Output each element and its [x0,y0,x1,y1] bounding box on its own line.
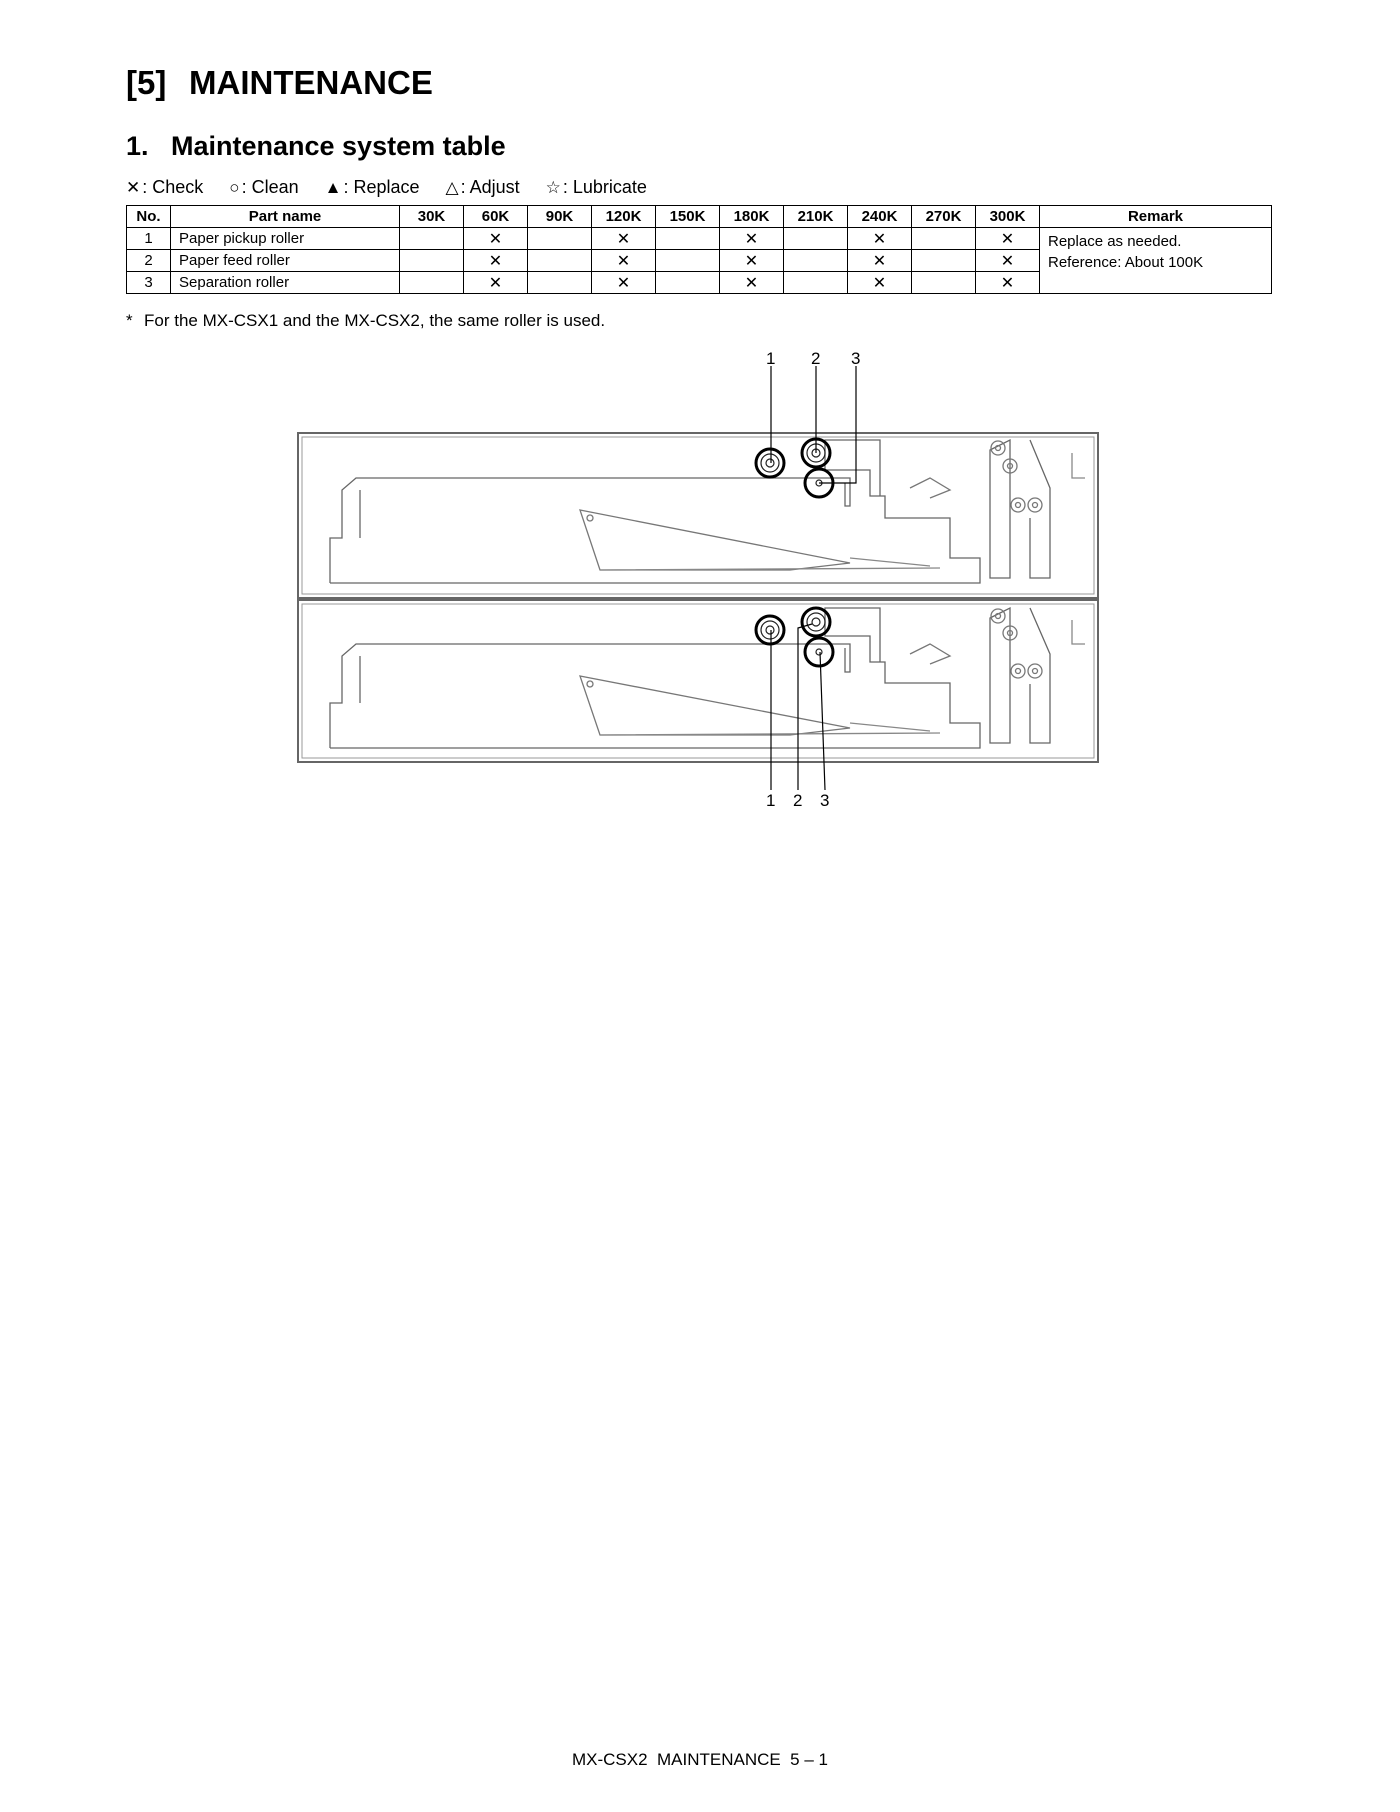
callout-1-top: 1 [766,349,776,368]
column-header: 270K [912,206,976,228]
interval-cell: ✕ [976,250,1040,272]
column-header: 120K [592,206,656,228]
footnote-marker: * [126,311,133,330]
lubricate-star-icon: ☆ [545,177,561,197]
interval-cell: ✕ [592,250,656,272]
interval-cell: ✕ [848,250,912,272]
interval-cell [784,228,848,250]
callout-2-top: 2 [811,349,821,368]
feed-roller-lower [802,608,830,636]
footnote [126,311,605,331]
legend-clean [229,177,298,198]
section-title-text: Maintenance system table [171,131,506,161]
column-header: 60K [464,206,528,228]
legend-adjust [445,177,519,198]
remark-cell [1040,228,1272,294]
interval-cell: ✕ [592,228,656,250]
column-header: 300K [976,206,1040,228]
chapter-title-text: MAINTENANCE [189,64,433,101]
interval-cell [400,228,464,250]
replace-triangle-icon: ▲ [324,177,342,197]
interval-cell: ✕ [464,272,528,294]
interval-cell: ✕ [720,250,784,272]
column-header: No. [127,206,171,228]
interval-cell: ✕ [848,272,912,294]
column-header: 210K [784,206,848,228]
interval-cell [656,250,720,272]
legend-check [126,177,203,198]
separation-roller-lower [805,638,833,666]
column-header: Remark [1040,206,1272,228]
interval-cell: ✕ [592,272,656,294]
roller-location-diagram [290,349,1110,818]
interval-cell [912,272,976,294]
upper-tray [298,433,1098,598]
section-title [126,131,506,162]
part-name: Paper pickup roller [171,228,400,250]
remark-line: Reference: About 100K [1048,254,1204,271]
legend-label: : Check [142,177,204,197]
footnote-text: For the MX-CSX1 and the MX-CSX2, the same roller is used. [144,311,606,330]
table-header-row [127,206,1272,228]
maintenance-table [126,205,1272,294]
legend-label: : Clean [241,177,299,197]
row-number: 2 [127,250,171,272]
section-number: 1. [126,131,149,161]
legend-label: : Replace [343,177,420,197]
lower-tray [298,600,1098,762]
callout-3-top: 3 [851,349,861,368]
column-header: 90K [528,206,592,228]
interval-cell [784,250,848,272]
symbol-legend [126,177,673,198]
interval-cell [784,272,848,294]
callout-3-bottom: 3 [820,791,830,810]
column-header: 240K [848,206,912,228]
interval-cell [656,272,720,294]
legend-label: : Lubricate [562,177,647,197]
callout-1-bottom: 1 [766,791,776,810]
interval-cell: ✕ [464,228,528,250]
part-name: Paper feed roller [171,250,400,272]
column-header: 150K [656,206,720,228]
pickup-roller-upper [756,449,784,477]
page-footer: MX-CSX2 MAINTENANCE 5 – 1 [571,1750,828,1769]
chapter-number: [5] [126,64,167,101]
pickup-roller-lower [756,616,784,644]
interval-cell [528,250,592,272]
interval-cell [400,272,464,294]
interval-cell: ✕ [720,272,784,294]
legend-label: : Adjust [460,177,520,197]
column-header: 30K [400,206,464,228]
interval-cell: ✕ [720,228,784,250]
check-mark-icon: ✕ [126,177,141,197]
chapter-title [126,64,433,102]
callout-2-bottom: 2 [793,791,803,810]
interval-cell: ✕ [848,228,912,250]
row-number: 3 [127,272,171,294]
interval-cell: ✕ [976,272,1040,294]
legend-lubricate [546,177,647,198]
lower-leader-lines [771,624,825,790]
interval-cell: ✕ [464,250,528,272]
column-header: Part name [171,206,400,228]
table-row [127,228,1272,250]
interval-cell [528,272,592,294]
clean-circle-icon: ○ [229,177,240,197]
legend-replace [325,177,420,198]
column-header: 180K [720,206,784,228]
interval-cell [400,250,464,272]
remark-line: Replace as needed. [1048,233,1182,250]
part-name: Separation roller [171,272,400,294]
interval-cell [912,228,976,250]
row-number: 1 [127,228,171,250]
interval-cell [912,250,976,272]
adjust-triangle-icon: △ [445,177,459,197]
interval-cell [656,228,720,250]
interval-cell: ✕ [976,228,1040,250]
interval-cell [528,228,592,250]
